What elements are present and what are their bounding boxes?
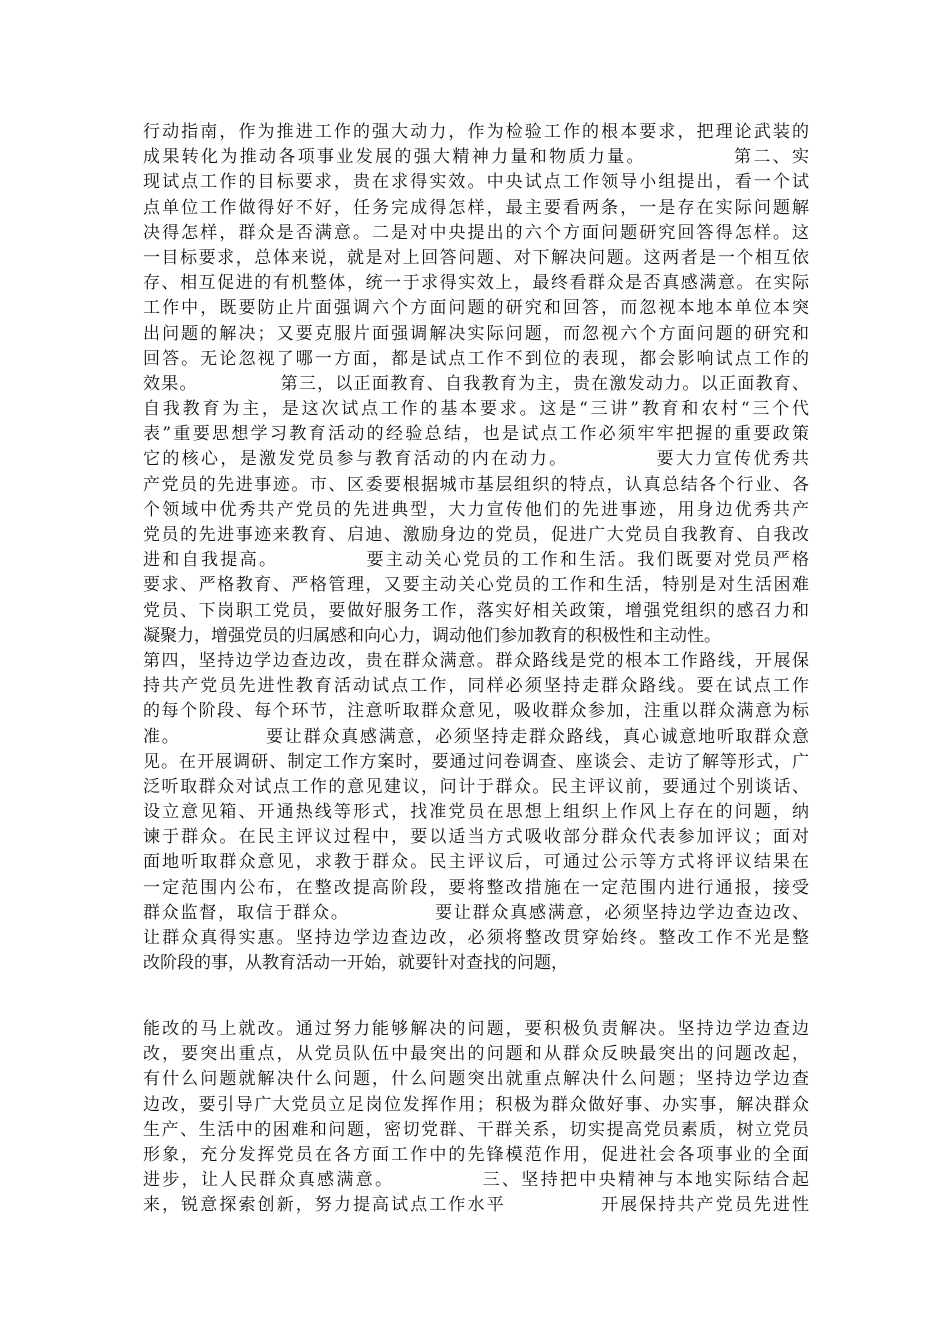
text-line: 准。 要让群众真感满意，必须坚持走群众路线，真心诚意地听取群众意 — [143, 726, 809, 747]
text-line: 凝聚力，增强党员的归属感和向心力，调动他们参加教育的积极性和主动性。 — [143, 625, 721, 646]
text-line: 的每个阶段、每个环节，注意听取群众意见，吸收群众参加，注重以群众满意为标 — [143, 701, 809, 722]
text-line: 见。在开展调研、制定工作方案时，要通过问卷调查、座谈会、走访了解等形式，广 — [143, 751, 809, 772]
text-line: 边改，要引导广大党员立足岗位发挥作用；积极为群众做好事、办实事，解决群众 — [143, 1094, 809, 1115]
text-line: 设立意见箱、开通热线等形式，找准党员在思想上组织上作风上存在的问题，纳 — [143, 802, 809, 823]
text-line: 行动指南，作为推进工作的强大动力，作为检验工作的根本要求，把理论武装的 — [143, 122, 809, 142]
text-line: 进和自我提高。 要主动关心党员的工作和生活。我们既要对党员严格 — [143, 550, 809, 571]
text-line: 泛听取群众对试点工作的意见建议，问计于群众。民主评议前，要通过个别谈话、 — [143, 776, 809, 797]
text-line: 党员的先进事迹来教育、启迪、激励身边的党员，促进广大党员自我教育、自我改 — [143, 525, 809, 545]
text-line: 存、相互促进的有机整体，统一于求得实效上，最终看群众是否真感满意。在实际 — [143, 273, 809, 294]
text-line: 产党员的先进事迹。市、区委要根据城市基层组织的特点，认真总结各个行业、各 — [143, 474, 809, 495]
text-block-2 — [143, 1017, 809, 1219]
text-block-1 — [143, 120, 809, 976]
text-line: 回答。无论忽视了哪一方面，都是试点工作不到位的表现，都会影响试点工作的 — [143, 348, 809, 369]
text-line: 决得怎样，群众是否满意。二是对中央提出的六个方面问题研究回答得怎样。这 — [143, 222, 809, 243]
text-line: 党员、下岗职工党员，要做好服务工作，落实好相关政策，增强党组织的感召力和 — [143, 600, 809, 621]
text-line: 出问题的解决；又要克服片面强调解决实际问题，而忽视六个方面问题的研究和 — [143, 323, 809, 344]
text-line: 现试点工作的目标要求，贵在求得实效。中央试点工作领导小组提出，看一个试 — [143, 172, 809, 193]
text-line: 点单位工作做得好不好，任务完成得怎样，最主要看两条，一是存在实际问题解 — [143, 197, 809, 218]
text-line: 工作中，既要防止片面强调六个方面问题的研究和回答，而忽视本地本单位本突 — [143, 298, 809, 319]
text-line: 让群众真得实惠。坚持边学边查边改，必须将整改贯穿始终。整改工作不光是整 — [143, 928, 809, 948]
text-line: 面地听取群众意见，求教于群众。民主评议后，可通过公示等方式将评议结果在 — [143, 852, 809, 873]
text-line: 改阶段的事，从教育活动一开始，就要针对查找的问题， — [143, 953, 568, 974]
text-line: 有什么问题就解决什么问题，什么问题突出就重点解决什么问题；坚持边学边查 — [143, 1069, 809, 1090]
text-line: 要求、严格教育、严格管理，又要主动关心党员的工作和生活，特别是对生活困难 — [143, 575, 809, 596]
text-line: 持共产党员先进性教育活动试点工作，同样必须坚持走群众路线。要在试点工作 — [143, 676, 809, 697]
text-line: 一目标要求，总体来说，就是对上回答问题、对下解决问题。这两者是一个相互依 — [143, 247, 809, 268]
text-line: 谏于群众。在民主评议过程中，要以适当方式吸收部分群众代表参加评议；面对 — [143, 827, 809, 848]
text-line: 来，锐意探索创新，努力提高试点工作水平 开展保持共产党员先进性 — [143, 1195, 809, 1216]
text-line: 群众监督，取信于群众。 要让群众真感满意，必须坚持边学边查边改、 — [143, 902, 809, 923]
text-line: 能改的马上就改。通过努力能够解决的问题，要积极负责解决。坚持边学边查边 — [143, 1019, 809, 1039]
text-line: 它的核心，是激发党员参与教育活动的内在动力。 要大力宣传优秀共 — [143, 449, 809, 470]
text-line: 成果转化为推动各项事业发展的强大精神力量和物质力量。 第二、实 — [143, 147, 809, 168]
text-line: 第四，坚持边学边查边改，贵在群众满意。群众路线是党的根本工作路线，开展保 — [143, 650, 809, 671]
text-line: 个领域中优秀共产党员的先进典型，大力宣传他们的先进事迹，用身边优秀共产 — [143, 499, 809, 520]
text-line: 改，要突出重点，从党员队伍中最突出的问题和从群众反映最突出的问题改起， — [143, 1044, 809, 1065]
text-line: 进步，让人民群众真感满意。 三、坚持把中央精神与本地实际结合起 — [143, 1170, 809, 1191]
text-line: 效果。 第三，以正面教育、自我教育为主，贵在激发动力。以正面教育、 — [143, 373, 809, 394]
text-line: 生产、生活中的困难和问题，密切党群、干群关系，切实提高党员素质，树立党员 — [143, 1119, 809, 1140]
text-line: 一定范围内公布，在整改提高阶段，要将整改措施在一定范围内进行通报，接受 — [143, 877, 809, 898]
text-line: 形象，充分发挥党员在各方面工作中的先锋模范作用，促进社会各项事业的全面 — [143, 1144, 809, 1165]
text-line: 表”重要思想学习教育活动的经验总结，也是试点工作必须牢牢把握的重要政策 — [143, 424, 809, 445]
text-line: 自我教育为主，是这次试点工作的基本要求。这是“三讲”教育和农村“三个代 — [143, 399, 809, 420]
